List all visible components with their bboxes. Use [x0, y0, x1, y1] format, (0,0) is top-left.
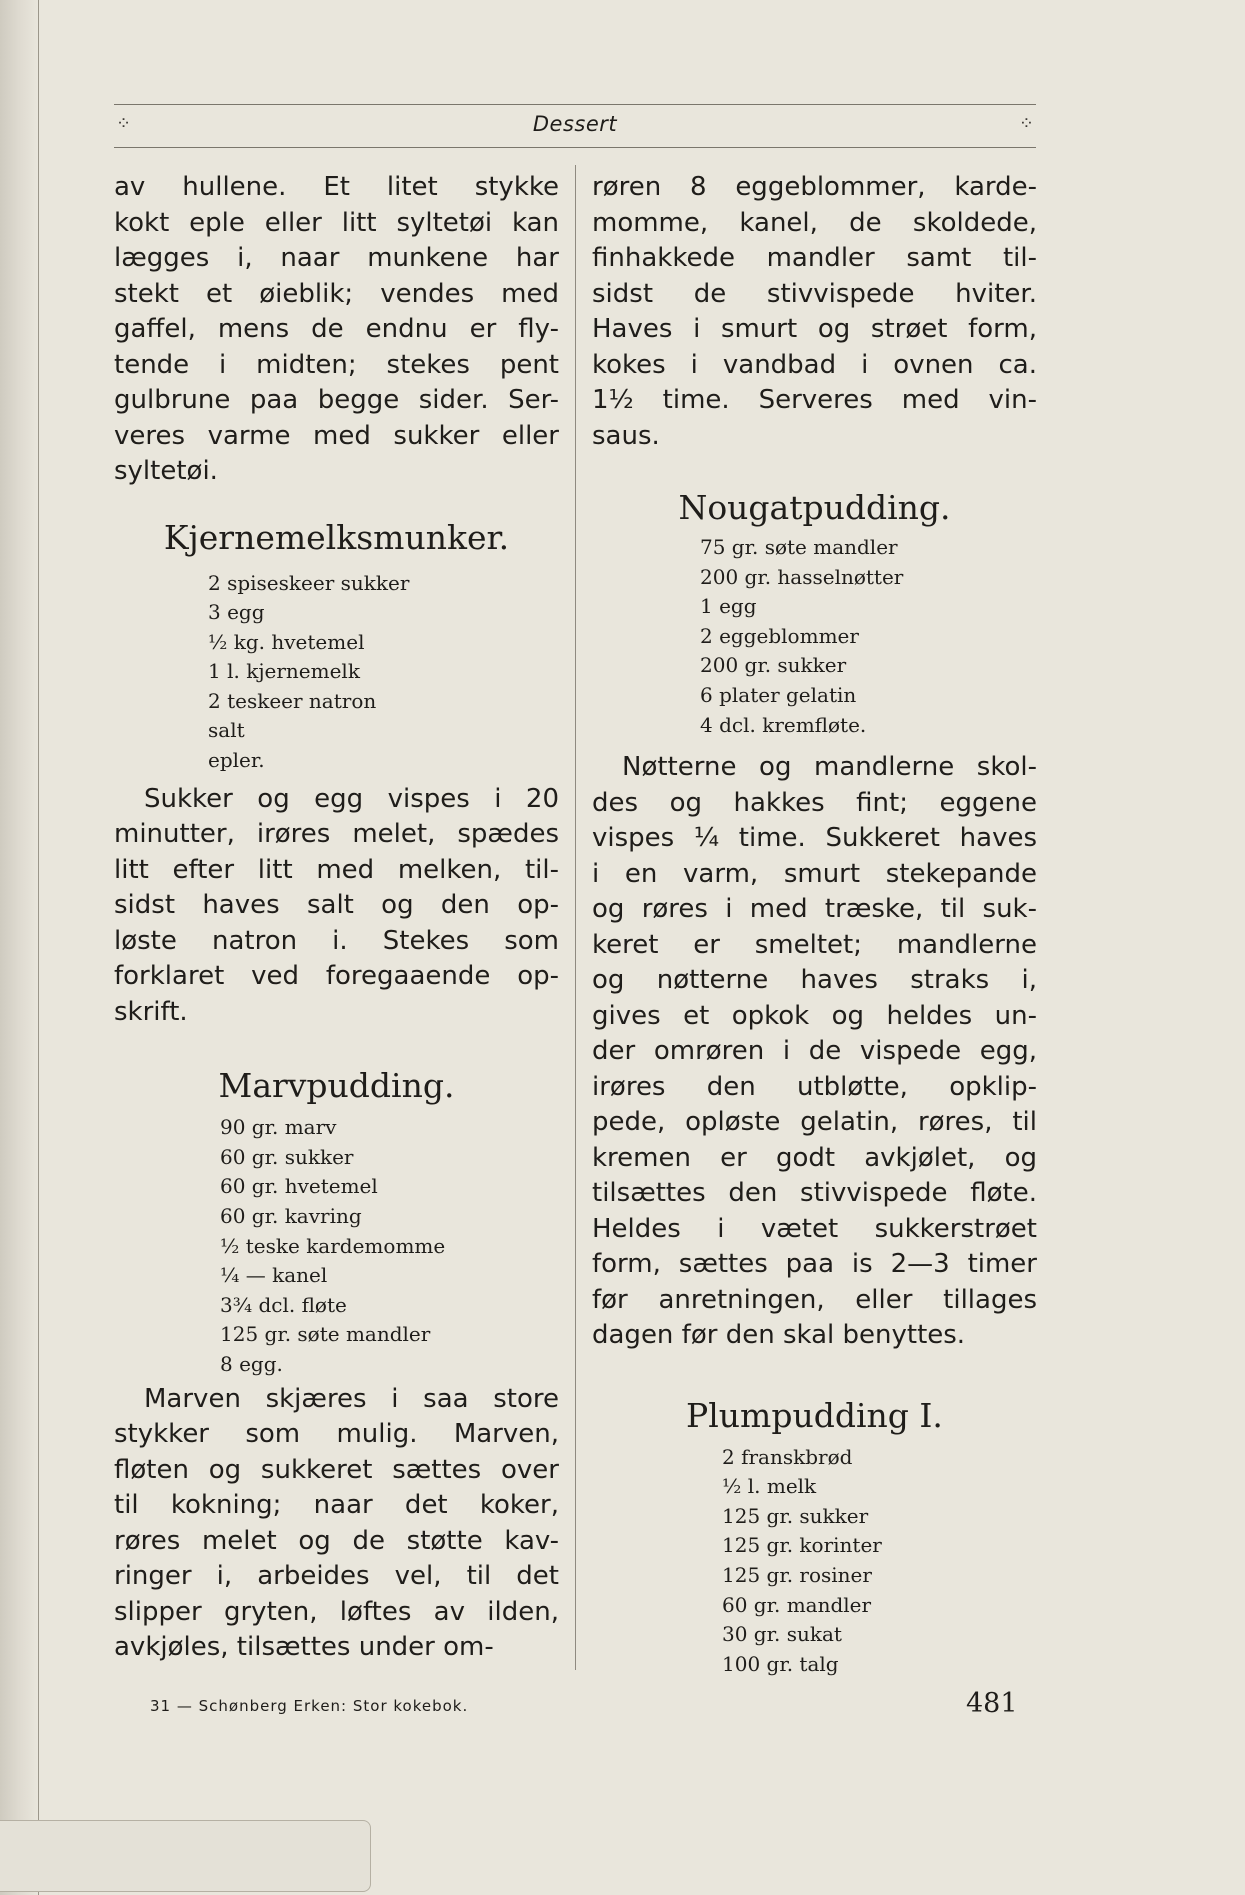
text-line: veres varme med sukker eller: [114, 420, 559, 451]
text-line: røres melet og de støtte kav-: [114, 1525, 559, 1556]
text-line: av hullene. Et litet stykke: [114, 172, 559, 202]
text-line: irøres den utbløtte, opklip-: [592, 1071, 1037, 1102]
ornament-right-icon: ⁘: [1018, 113, 1034, 134]
ingredient-item: 100 gr. talg: [722, 1651, 839, 1676]
text-line: ringer i, arbeides vel, til det: [114, 1561, 559, 1591]
ingredient-item: 4 dcl. kremfløte.: [700, 712, 867, 737]
ingredient-item: 60 gr. kavring: [220, 1203, 362, 1228]
text-line: fløten og sukkeret sættes over: [114, 1454, 559, 1485]
book-spine-shadow: [0, 0, 39, 1895]
text-line: minutter, irøres melet, spædes: [114, 819, 559, 850]
running-header: [114, 104, 1036, 148]
text-line: der omrøren i de vispede egg,: [592, 1036, 1037, 1067]
text-line: røren 8 eggeblommer, karde-: [592, 172, 1037, 202]
text-line: kokt eple eller litt syltetøi kan: [114, 207, 559, 238]
text-line: Marven skjæres i saa store: [144, 1383, 559, 1414]
text-line: i en varm, smurt stekepande: [592, 858, 1037, 889]
text-line: og røres i med træske, til suk-: [592, 894, 1037, 925]
ingredient-item: 1 egg: [700, 594, 757, 619]
text-line: sidst haves salt og den op-: [114, 890, 559, 921]
right-column: [592, 170, 1037, 1679]
ingredient-list-marvpudding: [220, 1113, 559, 1379]
text-line: des og hakkes fint; eggene: [592, 787, 1037, 818]
column-divider: [575, 165, 576, 1670]
ingredient-item: 3 egg: [208, 600, 265, 625]
ingredient-item: 30 gr. sukat: [722, 1622, 842, 1647]
ingredient-item: ½ teske kardemomme: [220, 1233, 446, 1258]
ingredient-item: salt: [208, 718, 245, 743]
ingredient-item: 200 gr. hasselnøtter: [700, 564, 904, 589]
text-line: gaffel, mens de endnu er fly-: [114, 314, 559, 344]
text-line: løste natron i. Stekes som: [114, 925, 559, 956]
text-line: litt efter litt med melken, til-: [114, 854, 559, 885]
running-title: Dessert: [532, 112, 618, 136]
text-line: til kokning; naar det koker,: [114, 1490, 559, 1520]
ingredient-item: 125 gr. sukker: [722, 1503, 869, 1528]
ingredient-item: 60 gr. hvetemel: [220, 1174, 378, 1199]
page-tab-edge: [0, 1820, 371, 1892]
ingredient-list-nougatpudding: [700, 533, 1037, 740]
ingredient-list-kjernemelksmunker: [208, 569, 559, 776]
text-line: lægges i, naar munkene har: [114, 243, 559, 273]
ingredient-list-plumpudding: [722, 1443, 1037, 1680]
method-marvpudding: [114, 1382, 559, 1666]
text-line: Nøtterne og mandlerne skol-: [622, 752, 1037, 783]
ingredient-item: 2 spiseskeer sukker: [208, 570, 410, 595]
text-line: kokes i vandbad i ovnen ca.: [592, 349, 1037, 380]
page-number: 481: [966, 1688, 1018, 1719]
method-nougatpudding: [592, 750, 1037, 1354]
ingredient-item: ¼ — kanel: [220, 1263, 328, 1288]
ingredient-item: 2 teskeer natron: [208, 688, 377, 713]
ingredient-item: epler.: [208, 748, 265, 773]
method-kjernemelksmunker: [114, 782, 559, 1031]
ingredient-item: 125 gr. rosiner: [722, 1563, 872, 1588]
text-line: form, sættes paa is 2—3 timer: [592, 1249, 1037, 1280]
text-line: stykker som mulig. Marven,: [114, 1419, 559, 1449]
ingredient-item: 2 eggeblommer: [700, 623, 859, 648]
text-line: slipper gryten, løftes av ilden,: [114, 1596, 559, 1627]
text-line: forklaret ved foregaaende op-: [114, 961, 559, 992]
ingredient-item: 125 gr. korinter: [722, 1533, 882, 1558]
ingredient-item: 75 gr. søte mandler: [700, 535, 898, 559]
text-line: pede, opløste gelatin, røres, til: [592, 1107, 1037, 1138]
ingredient-item: 125 gr. søte mandler: [220, 1322, 431, 1347]
ingredient-item: 60 gr. mandler: [722, 1592, 872, 1617]
recipe-title-nougatpudding: Nougatpudding.: [678, 488, 951, 527]
text-line: dagen før den skal benyttes.: [592, 1320, 966, 1351]
text-line: gives et opkok og heldes un-: [592, 1000, 1037, 1031]
text-line: sidst de stivvispede hviter.: [592, 278, 1037, 309]
text-line: 1½ time. Serveres med vin-: [592, 385, 1037, 415]
recipe-title-marvpudding: Marvpudding.: [218, 1066, 455, 1106]
text-line: momme, kanel, de skoldede,: [592, 207, 1037, 238]
ingredient-item: 2 franskbrød: [722, 1444, 853, 1469]
text-line: vispes ¼ time. Sukkeret haves: [592, 823, 1037, 854]
text-line: gulbrune paa begge sider. Ser-: [114, 385, 559, 415]
ingredient-item: 200 gr. sukker: [700, 653, 847, 678]
text-line: Heldes i vætet sukkerstrøet: [592, 1213, 1037, 1244]
ingredient-item: ½ l. melk: [722, 1474, 817, 1499]
recipe-title-plumpudding: Plumpudding I.: [686, 1395, 943, 1435]
text-line: avkjøles, tilsættes under om-: [114, 1632, 494, 1662]
text-line: Sukker og egg vispes i 20: [144, 783, 559, 814]
ingredient-item: 8 egg.: [220, 1351, 283, 1376]
text-line: syltetøi.: [114, 456, 218, 486]
text-line: finhakkede mandler samt til-: [592, 243, 1037, 273]
ingredient-item: ½ kg. hvetemel: [208, 629, 365, 654]
continued-paragraph-right: [592, 170, 1037, 454]
text-line: saus.: [592, 420, 660, 451]
ingredient-item: 6 plater gelatin: [700, 682, 857, 707]
text-line: tende i midten; stekes pent: [114, 349, 559, 380]
signature-line: 31 — Schønberg Erken: Stor kokebok.: [150, 1697, 469, 1715]
text-line: Haves i smurt og strøet form,: [592, 314, 1037, 344]
ingredient-item: 1 l. kjernemelk: [208, 659, 360, 684]
ingredient-item: 90 gr. marv: [220, 1115, 337, 1140]
ingredient-item: 3¾ dcl. fløte: [220, 1292, 347, 1317]
ingredient-item: 60 gr. sukker: [220, 1144, 354, 1169]
ornament-left-icon: ⁘: [116, 113, 132, 134]
text-line: kremen er godt avkjølet, og: [592, 1142, 1037, 1173]
left-column: [114, 170, 559, 1666]
text-line: tilsættes den stivvispede fløte.: [592, 1178, 1037, 1209]
text-line: skrift.: [114, 996, 188, 1027]
text-line: og nøtterne haves straks i,: [592, 965, 1037, 996]
text-line: keret er smeltet; mandlerne: [592, 929, 1037, 960]
text-line: stekt et øieblik; vendes med: [114, 278, 559, 309]
text-line: før anretningen, eller tillages: [592, 1284, 1037, 1315]
recipe-title-kjernemelksmunker: Kjernemelksmunker.: [163, 517, 510, 557]
continued-paragraph: [114, 170, 559, 490]
